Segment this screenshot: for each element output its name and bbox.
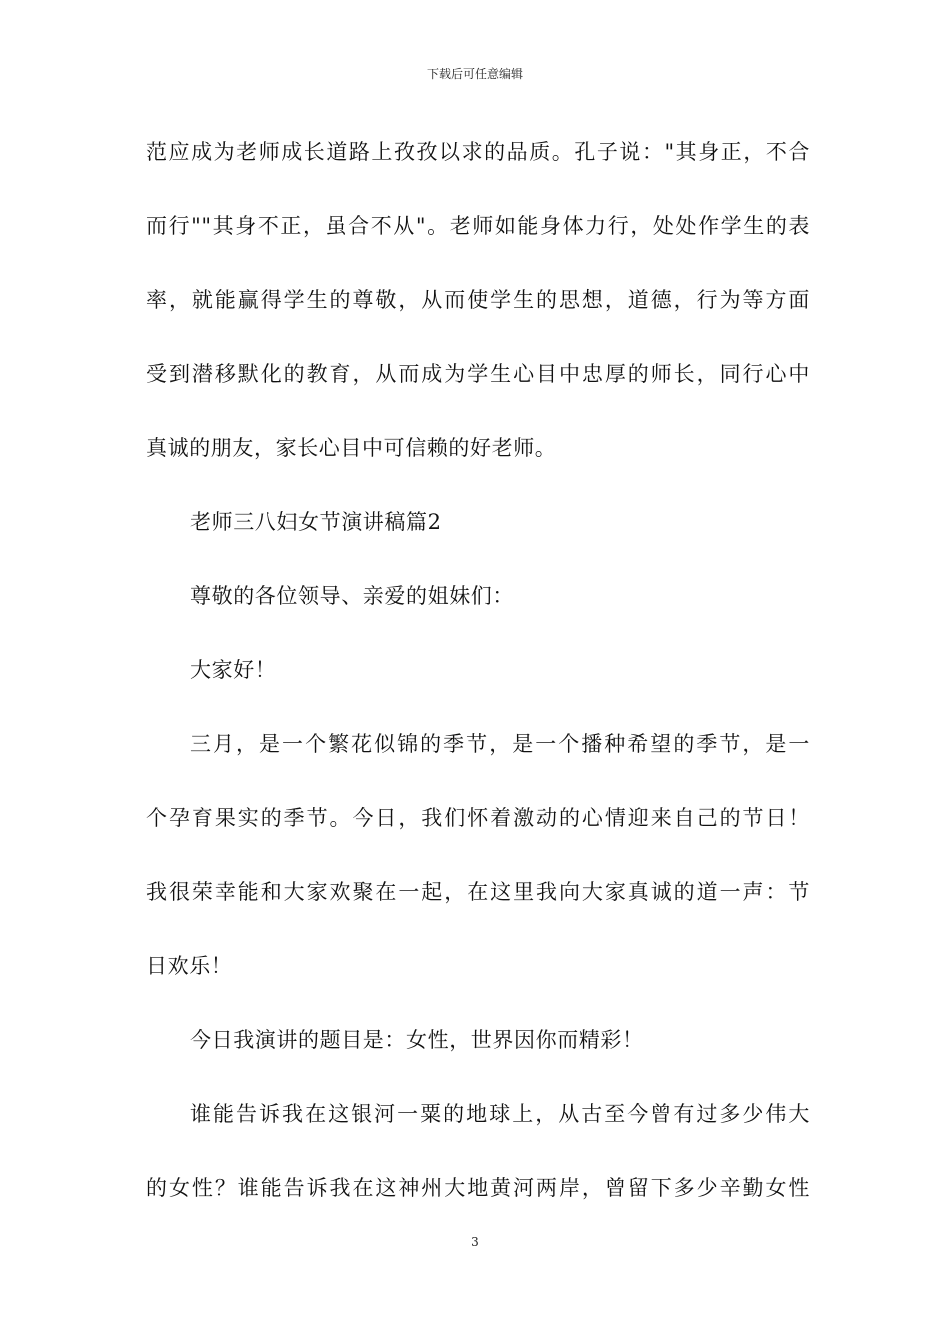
section-heading: 老师三八妇女节演讲稿篇2 [190,510,442,534]
body-line-5: 真诚的朋友，家长心目中可信赖的好老师。 [146,436,557,460]
body-line-2: 而行""其身不正，虽合不从"。老师如能身体力行，处处作学生的表 [146,214,810,238]
speech-title-line: 今日我演讲的题目是：女性，世界因你而精彩！ [190,1028,644,1052]
body-line-12: 日欢乐！ [146,954,233,978]
body-line-1: 范应成为老师成长道路上孜孜以求的品质。孔子说："其身正，不合 [146,140,810,164]
body-line-15: 的女性？谁能告诉我在这神州大地黄河两岸，曾留下多少辛勤女性 [146,1176,810,1200]
salutation: 尊敬的各位领导、亲爱的姐妹们： [190,584,514,608]
body-line-9: 三月，是一个繁花似锦的季节，是一个播种希望的季节，是一 [190,732,810,756]
body-line-4: 受到潜移默化的教育，从而成为学生心目中忠厚的师长，同行心中 [146,362,810,386]
page-header: 下载后可任意编辑 [426,67,523,81]
greeting: 大家好！ [190,658,277,682]
body-line-11: 我很荣幸能和大家欢聚在一起，在这里我向大家真诚的道一声：节 [146,880,810,904]
page-number: 3 [471,1235,479,1249]
body-line-14: 谁能告诉我在这银河一粟的地球上，从古至今曾有过多少伟大 [190,1102,810,1126]
body-line-10: 个孕育果实的季节。今日，我们怀着激动的心情迎来自己的节日！ [146,806,810,830]
body-line-3: 率，就能赢得学生的尊敬，从而使学生的思想，道德，行为等方面 [146,288,810,312]
